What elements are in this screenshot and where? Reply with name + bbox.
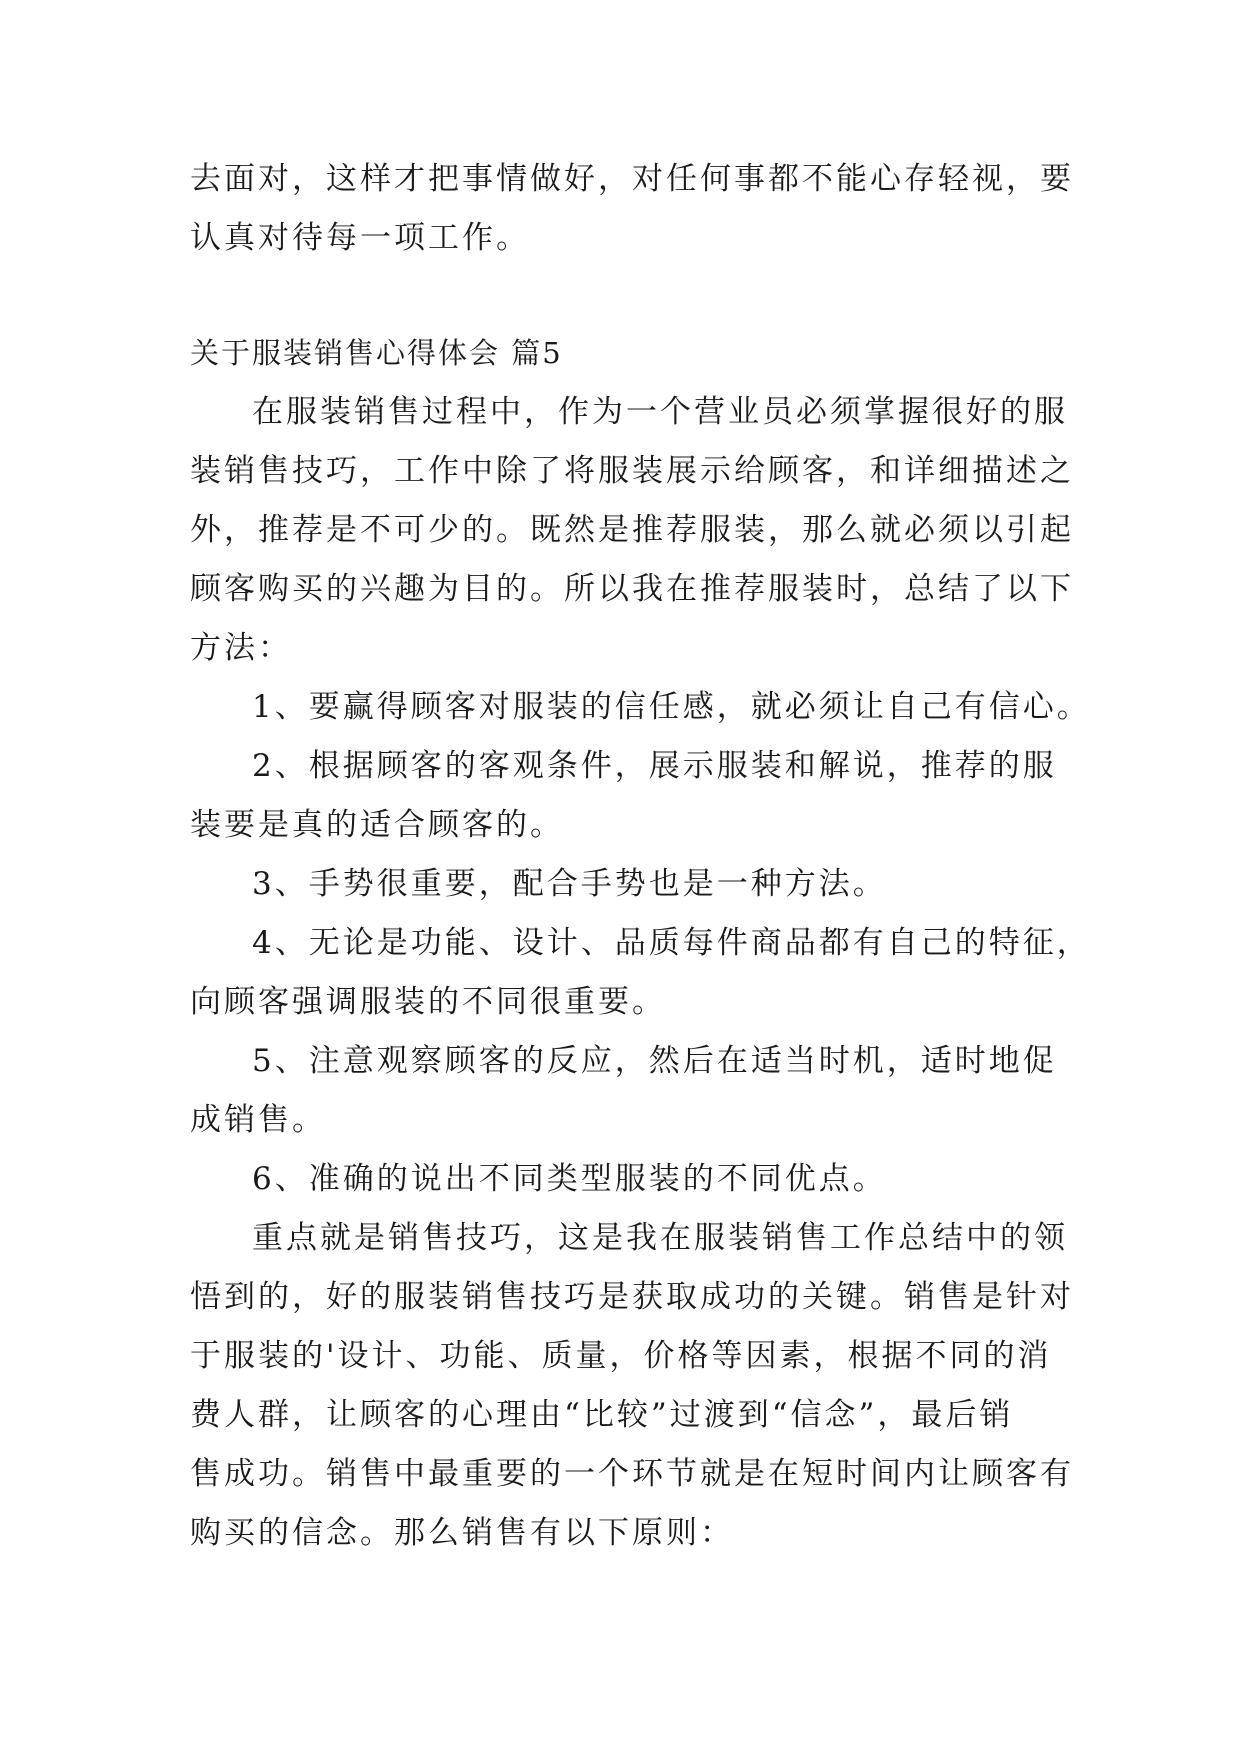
paragraph-line: 顾客购买的兴趣为目的。所以我在推荐服装时，总结了以下 <box>190 571 1074 607</box>
paragraph-line: 方法： <box>190 630 292 666</box>
paragraph-line: 装销售技巧，工作中除了将服装展示给顾客，和详细描述之 <box>190 453 1074 489</box>
list-item-6: 6、准确的说出不同类型服装的不同优点。 <box>252 1161 887 1197</box>
paragraph-line: 重点就是销售技巧，这是我在服装销售工作总结中的领 <box>252 1220 1068 1256</box>
list-item-2: 2、根据顾客的客观条件，展示服装和解说，推荐的服 <box>252 748 1057 784</box>
paragraph-line: 费人群，让顾客的心理由“比较”过渡到“信念”，最后销 <box>190 1397 1014 1433</box>
paragraph-line: 外，推荐是不可少的。既然是推荐服装，那么就必须以引起 <box>190 512 1074 548</box>
paragraph-line: 悟到的，好的服装销售技巧是获取成功的关键。销售是针对 <box>190 1279 1074 1315</box>
paragraph-line: 在服装销售过程中，作为一个营业员必须掌握很好的服 <box>252 394 1068 430</box>
section-heading: 关于服装销售心得体会 篇5 <box>190 336 563 370</box>
paragraph-gap <box>190 268 1060 324</box>
list-item-5: 5、注意观察顾客的反应，然后在适当时机，适时地促 <box>252 1043 1057 1079</box>
paragraph-line: 购买的信念。那么销售有以下原则： <box>190 1515 734 1551</box>
paragraph-line: 认真对待每一项工作。 <box>190 220 530 256</box>
list-item-4-cont: 向顾客强调服装的不同很重要。 <box>190 984 666 1020</box>
paragraph-line: 去面对，这样才把事情做好，对任何事都不能心存轻视，要 <box>190 161 1074 197</box>
list-item-5-cont: 成销售。 <box>190 1102 326 1138</box>
list-item-1: 1、要赢得顾客对服装的信任感，就必须让自己有信心。 <box>252 689 1091 725</box>
list-item-2-cont: 装要是真的适合顾客的。 <box>190 807 564 843</box>
paragraph-line: 售成功。销售中最重要的一个环节就是在短时间内让顾客有 <box>190 1456 1074 1492</box>
document-page <box>190 150 1091 1563</box>
list-item-3: 3、手势很重要，配合手势也是一种方法。 <box>252 866 887 902</box>
list-item-4: 4、无论是功能、设计、品质每件商品都有自己的特征， <box>252 925 1091 961</box>
paragraph-line: 于服装的'设计、功能、质量，价格等因素，根据不同的消 <box>190 1338 1052 1374</box>
